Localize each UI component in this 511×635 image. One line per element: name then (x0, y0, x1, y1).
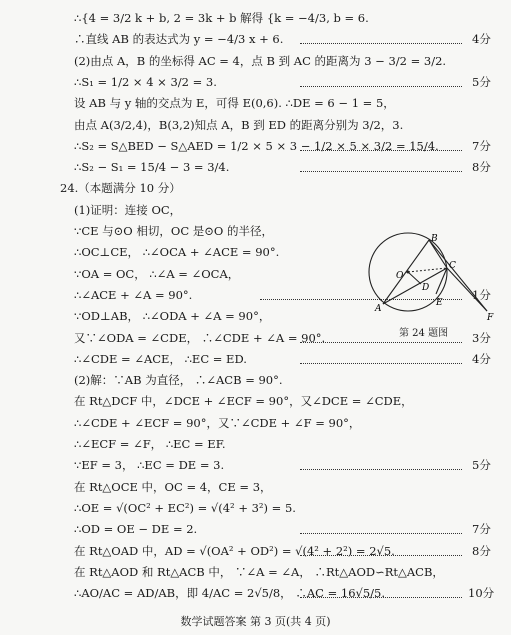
dot-leader (300, 343, 462, 364)
answer-line (0, 200, 511, 220)
line-text: 由点 A(3/2,4)，B(3,2)知点 A，B 到 ED 的距离分别为 3/2，3. (74, 118, 404, 132)
label-O: O (396, 271, 404, 281)
score-mark: 10分 (468, 586, 495, 600)
answer-line (0, 391, 511, 411)
score-mark: 1分 (472, 288, 491, 302)
line-text: ∵OD⊥AB， ∴∠ODA + ∠A = 90°， (74, 309, 271, 323)
dot-leader (300, 449, 462, 470)
line-text: 设 AB 与 y 轴的交点为 E，可得 E(0,6). ∴DE = 6 − 1 = 5， (74, 96, 395, 110)
line-text: ∴S₂ − S₁ = 15/4 − 3 = 3/4. (74, 160, 230, 174)
line-text: ∵OA = OC， ∴∠A = ∠OCA， (74, 267, 240, 281)
score-mark: 3分 (472, 331, 491, 345)
answer-line (0, 541, 511, 561)
score-mark: 7分 (472, 522, 491, 536)
line-text: 在 Rt△OCE 中，OC = 4，CE = 3， (74, 480, 272, 494)
line-text: 在 Rt△OAD 中，AD = √(OA² + OD²) = √(4² + 2²) = 2√5. (74, 544, 395, 558)
page-footer: 数学试题答案 第 3 页(共 4 页) (180, 615, 331, 628)
line-text: ∴∠CDE = ∠ACE， ∴EC = ED. (74, 352, 247, 366)
figure-caption: 第 24 题图 (399, 328, 449, 339)
line-text: ∴∠ECF = ∠F， ∴EC = EF. (74, 437, 226, 451)
dot-leader (300, 130, 462, 151)
line-text: 24.（本题满分 10 分） (60, 181, 181, 195)
score-mark: 8分 (472, 544, 491, 558)
dot-leader (300, 513, 462, 534)
line-text: ∴{4 = 3/2 k + b, 2 = 3k + b 解得 {k = −4/3, b = 6. (74, 11, 369, 25)
label-D: D (422, 283, 430, 293)
answer-line (0, 583, 511, 603)
line-text: ∴OC⊥CE， ∴∠OCA + ∠ACE = 90°. (74, 245, 280, 259)
line-text: (2)由点 A，B 的坐标得 AC = 4，点 B 到 AC 的距离为 3 − 3/2 = 3/2. (74, 54, 447, 68)
answer-line (0, 477, 511, 497)
answer-line (0, 93, 511, 113)
line-text: ∴∠CDE + ∠ECF = 90°，又∵∠CDE + ∠F = 90°， (74, 416, 361, 430)
line-text: (1)证明：连接 OC， (74, 203, 182, 217)
score-mark: 4分 (472, 32, 491, 46)
line-text: ∴直线 AB 的表达式为 y = −4/3 x + 6. (74, 32, 284, 46)
line-text: ∴OE = √(OC² + EC²) = √(4² + 3²) = 5. (74, 501, 296, 515)
line-text: ∴OD = OE − DE = 2. (74, 522, 198, 536)
answer-line (0, 72, 511, 92)
answer-line (0, 157, 511, 177)
label-A: A (375, 304, 382, 314)
score-mark: 5分 (472, 458, 491, 472)
answer-line (0, 455, 511, 475)
dot-leader (300, 23, 462, 44)
score-mark: 5分 (472, 75, 491, 89)
line-text: ∴AO/AC = AD/AB，即 4/AC = 2√5/8， ∴AC = 16√5/5. (74, 586, 386, 600)
score-mark: 7分 (472, 139, 491, 153)
line-text: ∴S₁ = 1/2 × 4 × 3/2 = 3. (74, 75, 217, 89)
dot-leader (300, 66, 462, 87)
answer-line (0, 29, 511, 49)
label-F: F (487, 313, 494, 323)
line-text: ∵CE 与⊙O 相切，OC 是⊙O 的半径， (74, 224, 273, 238)
line-text: 在 Rt△DCF 中，∠DCE + ∠ECF = 90°，又∠DCE = ∠CDE， (74, 394, 413, 408)
score-mark: 4分 (472, 352, 491, 366)
answer-line (0, 178, 511, 198)
answer-line (0, 349, 511, 369)
answer-line (0, 413, 511, 433)
label-C: C (449, 261, 456, 271)
score-mark: 8分 (472, 160, 491, 174)
dot-leader (300, 577, 462, 598)
label-B: B (431, 234, 438, 244)
label-E: E (436, 298, 443, 308)
answer-line (0, 370, 511, 390)
line-text: 在 Rt△AOD 和 Rt△ACB 中， ∵∠A = ∠A， ∴Rt△AOD∽Rt△ACB， (74, 565, 444, 579)
line-text: 又∵∠ODA = ∠CDE， ∴∠CDE + ∠A = 90°. (74, 331, 326, 345)
line-text: (2)解：∵AB 为直径， ∴∠ACB = 90°. (74, 373, 283, 387)
line-text: ∴∠ACE + ∠A = 90°. (74, 288, 193, 302)
line-text: ∴S₂ = S△BED − S△AED = 1/2 × 5 × 3 − 1/2 × 5 × 3/2 = 15/4. (74, 139, 439, 153)
dot-leader (300, 151, 462, 172)
line-text: ∵EF = 3， ∴EC = DE = 3. (74, 458, 225, 472)
dot-leader (300, 535, 462, 556)
